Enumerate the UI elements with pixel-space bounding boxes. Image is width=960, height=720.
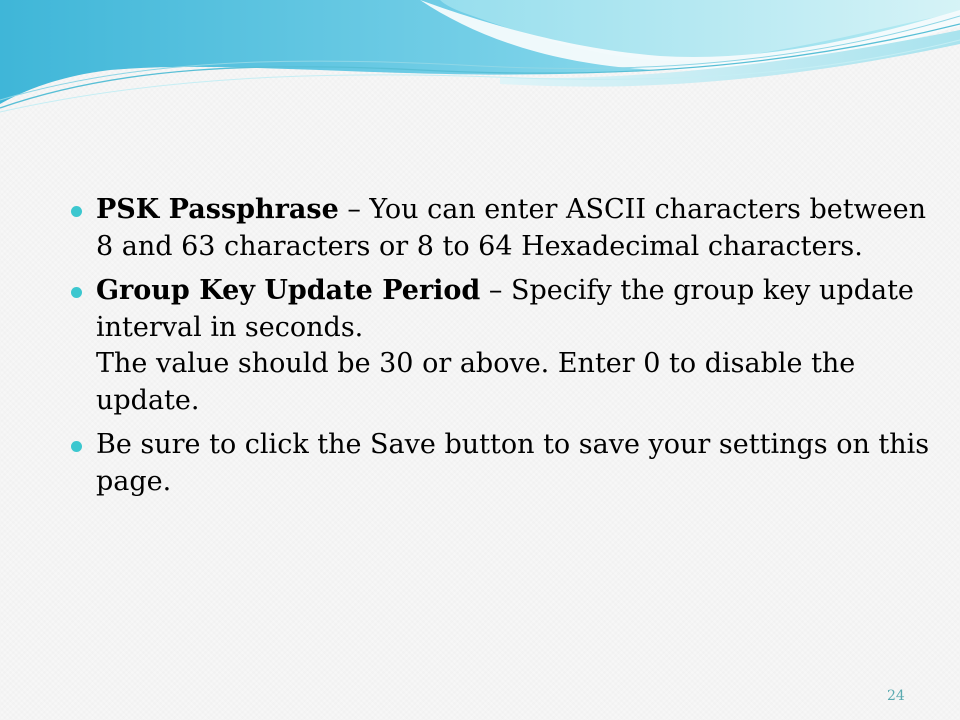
bullet-term: PSK Passphrase xyxy=(96,194,339,225)
bullet-save-reminder xyxy=(70,427,930,500)
bullet-dot-icon xyxy=(71,206,82,217)
bullet-dot-icon xyxy=(71,287,82,298)
bullet-group-key-update-period xyxy=(70,273,930,419)
bullet-main-line xyxy=(96,273,930,346)
bullet-term: Group Key Update Period xyxy=(96,275,481,306)
bullet-text: Be sure to click the Save button to save your settings on this page. xyxy=(96,429,930,497)
bullet-list xyxy=(70,192,930,500)
bullet-psk-passphrase xyxy=(70,192,930,265)
bullet-text: – You can enter ASCII characters between 8 and 63 characters or 8 to 64 Hexadecimal characters. xyxy=(96,194,927,262)
page-number: 24 xyxy=(887,688,905,704)
bullet-text: – Specify the group key update interval in seconds. xyxy=(96,275,914,343)
bullet-dot-icon xyxy=(71,441,82,452)
bullet-extra-line: The value should be 30 or above. Enter 0 to disable the update. xyxy=(96,348,856,416)
slide-content xyxy=(70,192,930,508)
header-wave-decoration xyxy=(0,0,960,130)
